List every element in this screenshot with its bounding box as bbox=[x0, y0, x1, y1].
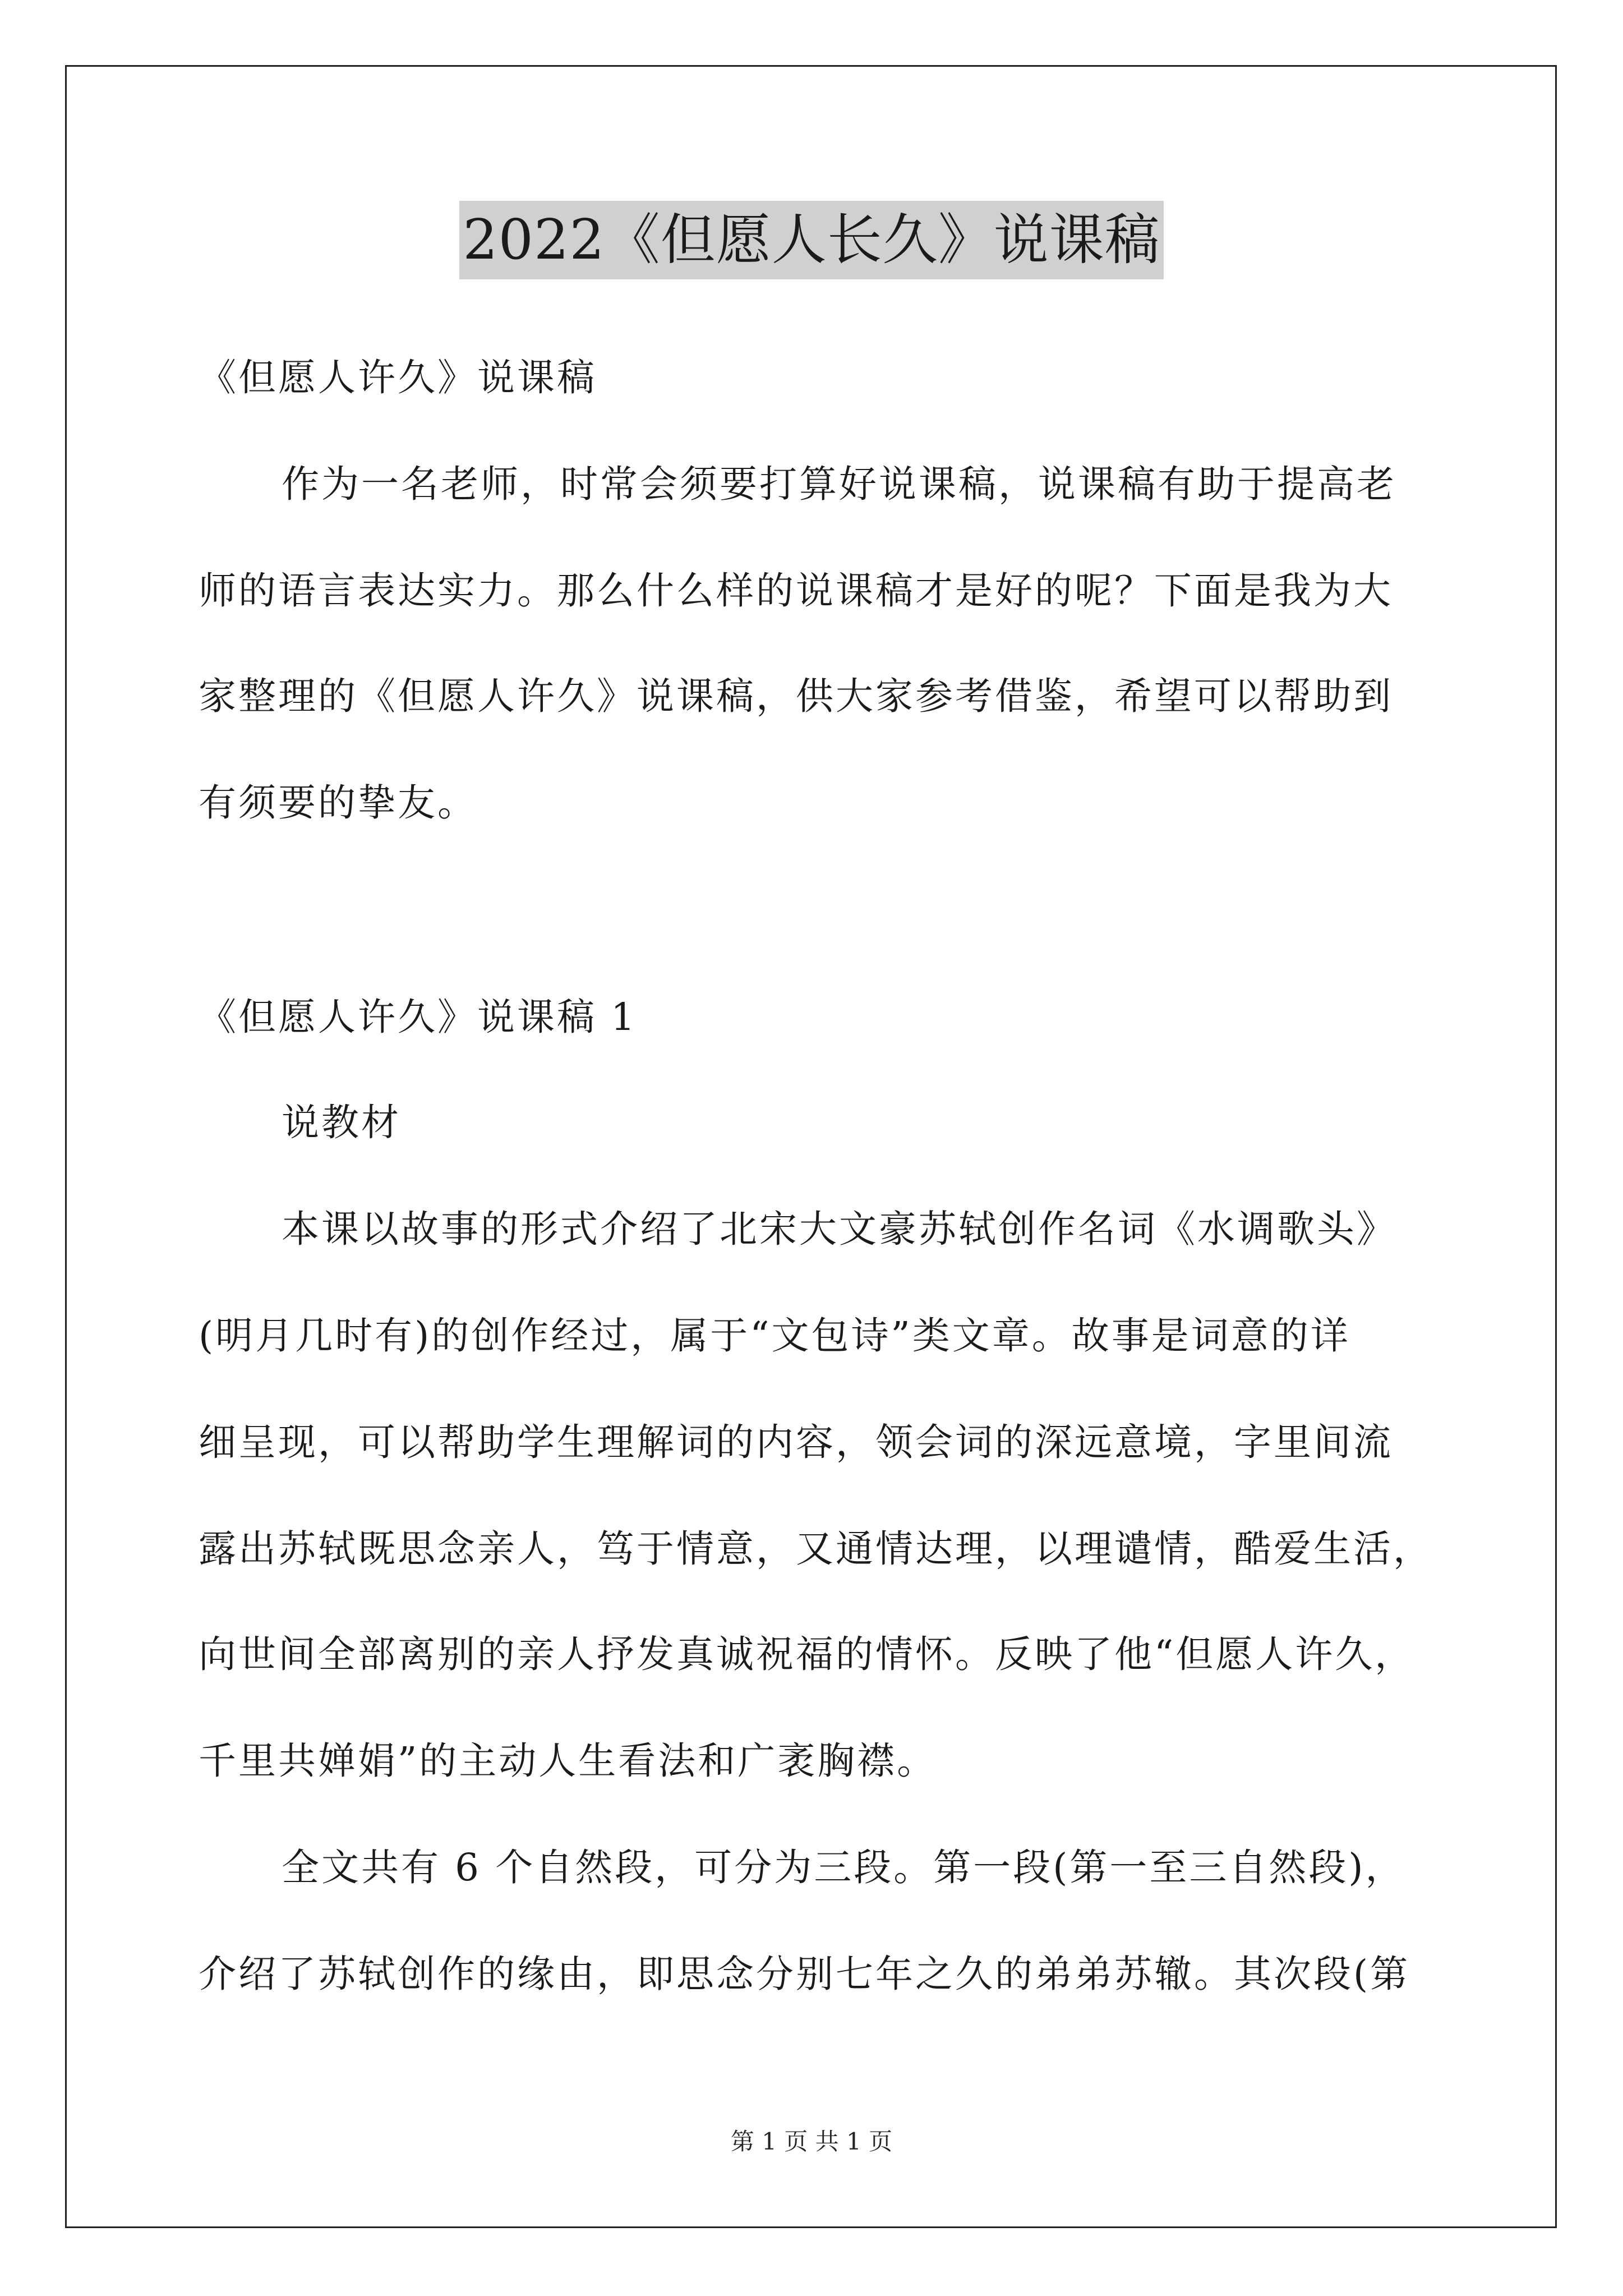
paragraph-line: 露出苏轼既思念亲人，笃于情意，又通情达理，以理谴情，酷爱生活， bbox=[199, 1527, 1433, 1571]
paragraph-line: 全文共有 6 个自然段，可分为三段。第一段(第一至三自然段)， bbox=[282, 1846, 1405, 1889]
page-footer: 第 1 页 共 1 页 bbox=[730, 2128, 893, 2155]
document-title: 2022《但愿人长久》说课稿 bbox=[459, 201, 1163, 279]
paragraph-line: 千里共婵娟”的主动人生看法和广袤胸襟。 bbox=[199, 1739, 937, 1783]
paragraph-line: 细呈现，可以帮助学生理解词的内容，领会词的深远意境，字里间流 bbox=[199, 1420, 1393, 1464]
subheading-teaching-material: 说教材 bbox=[282, 1101, 401, 1144]
section-heading-intro: 《但愿人许久》说课稿 bbox=[199, 356, 597, 399]
section-heading-1: 《但愿人许久》说课稿 1 bbox=[199, 995, 637, 1039]
title-container bbox=[0, 201, 1623, 279]
paragraph-line: (明月几时有)的创作经过，属于“文包诗”类文章。故事是词意的详 bbox=[199, 1314, 1350, 1358]
paragraph-line: 师的语言表达实力。那么什么样的说课稿才是好的呢？下面是我为大 bbox=[199, 569, 1393, 613]
paragraph-line: 家整理的《但愿人许久》说课稿，供大家参考借鉴，希望可以帮助到 bbox=[199, 674, 1393, 718]
paragraph-line: 介绍了苏轼创作的缘由，即思念分别七年之久的弟弟苏辙。其次段(第 bbox=[199, 1952, 1410, 1996]
paragraph-line: 本课以故事的形式介绍了北宋大文豪苏轼创作名词《水调歌头》 bbox=[282, 1207, 1396, 1251]
paragraph-line: 有须要的挚友。 bbox=[199, 781, 477, 825]
paragraph-line: 向世间全部离别的亲人抒发真诚祝福的情怀。反映了他“但愿人许久， bbox=[199, 1632, 1415, 1676]
paragraph-line: 作为一名老师，时常会须要打算好说课稿，说课稿有助于提高老 bbox=[282, 462, 1396, 506]
